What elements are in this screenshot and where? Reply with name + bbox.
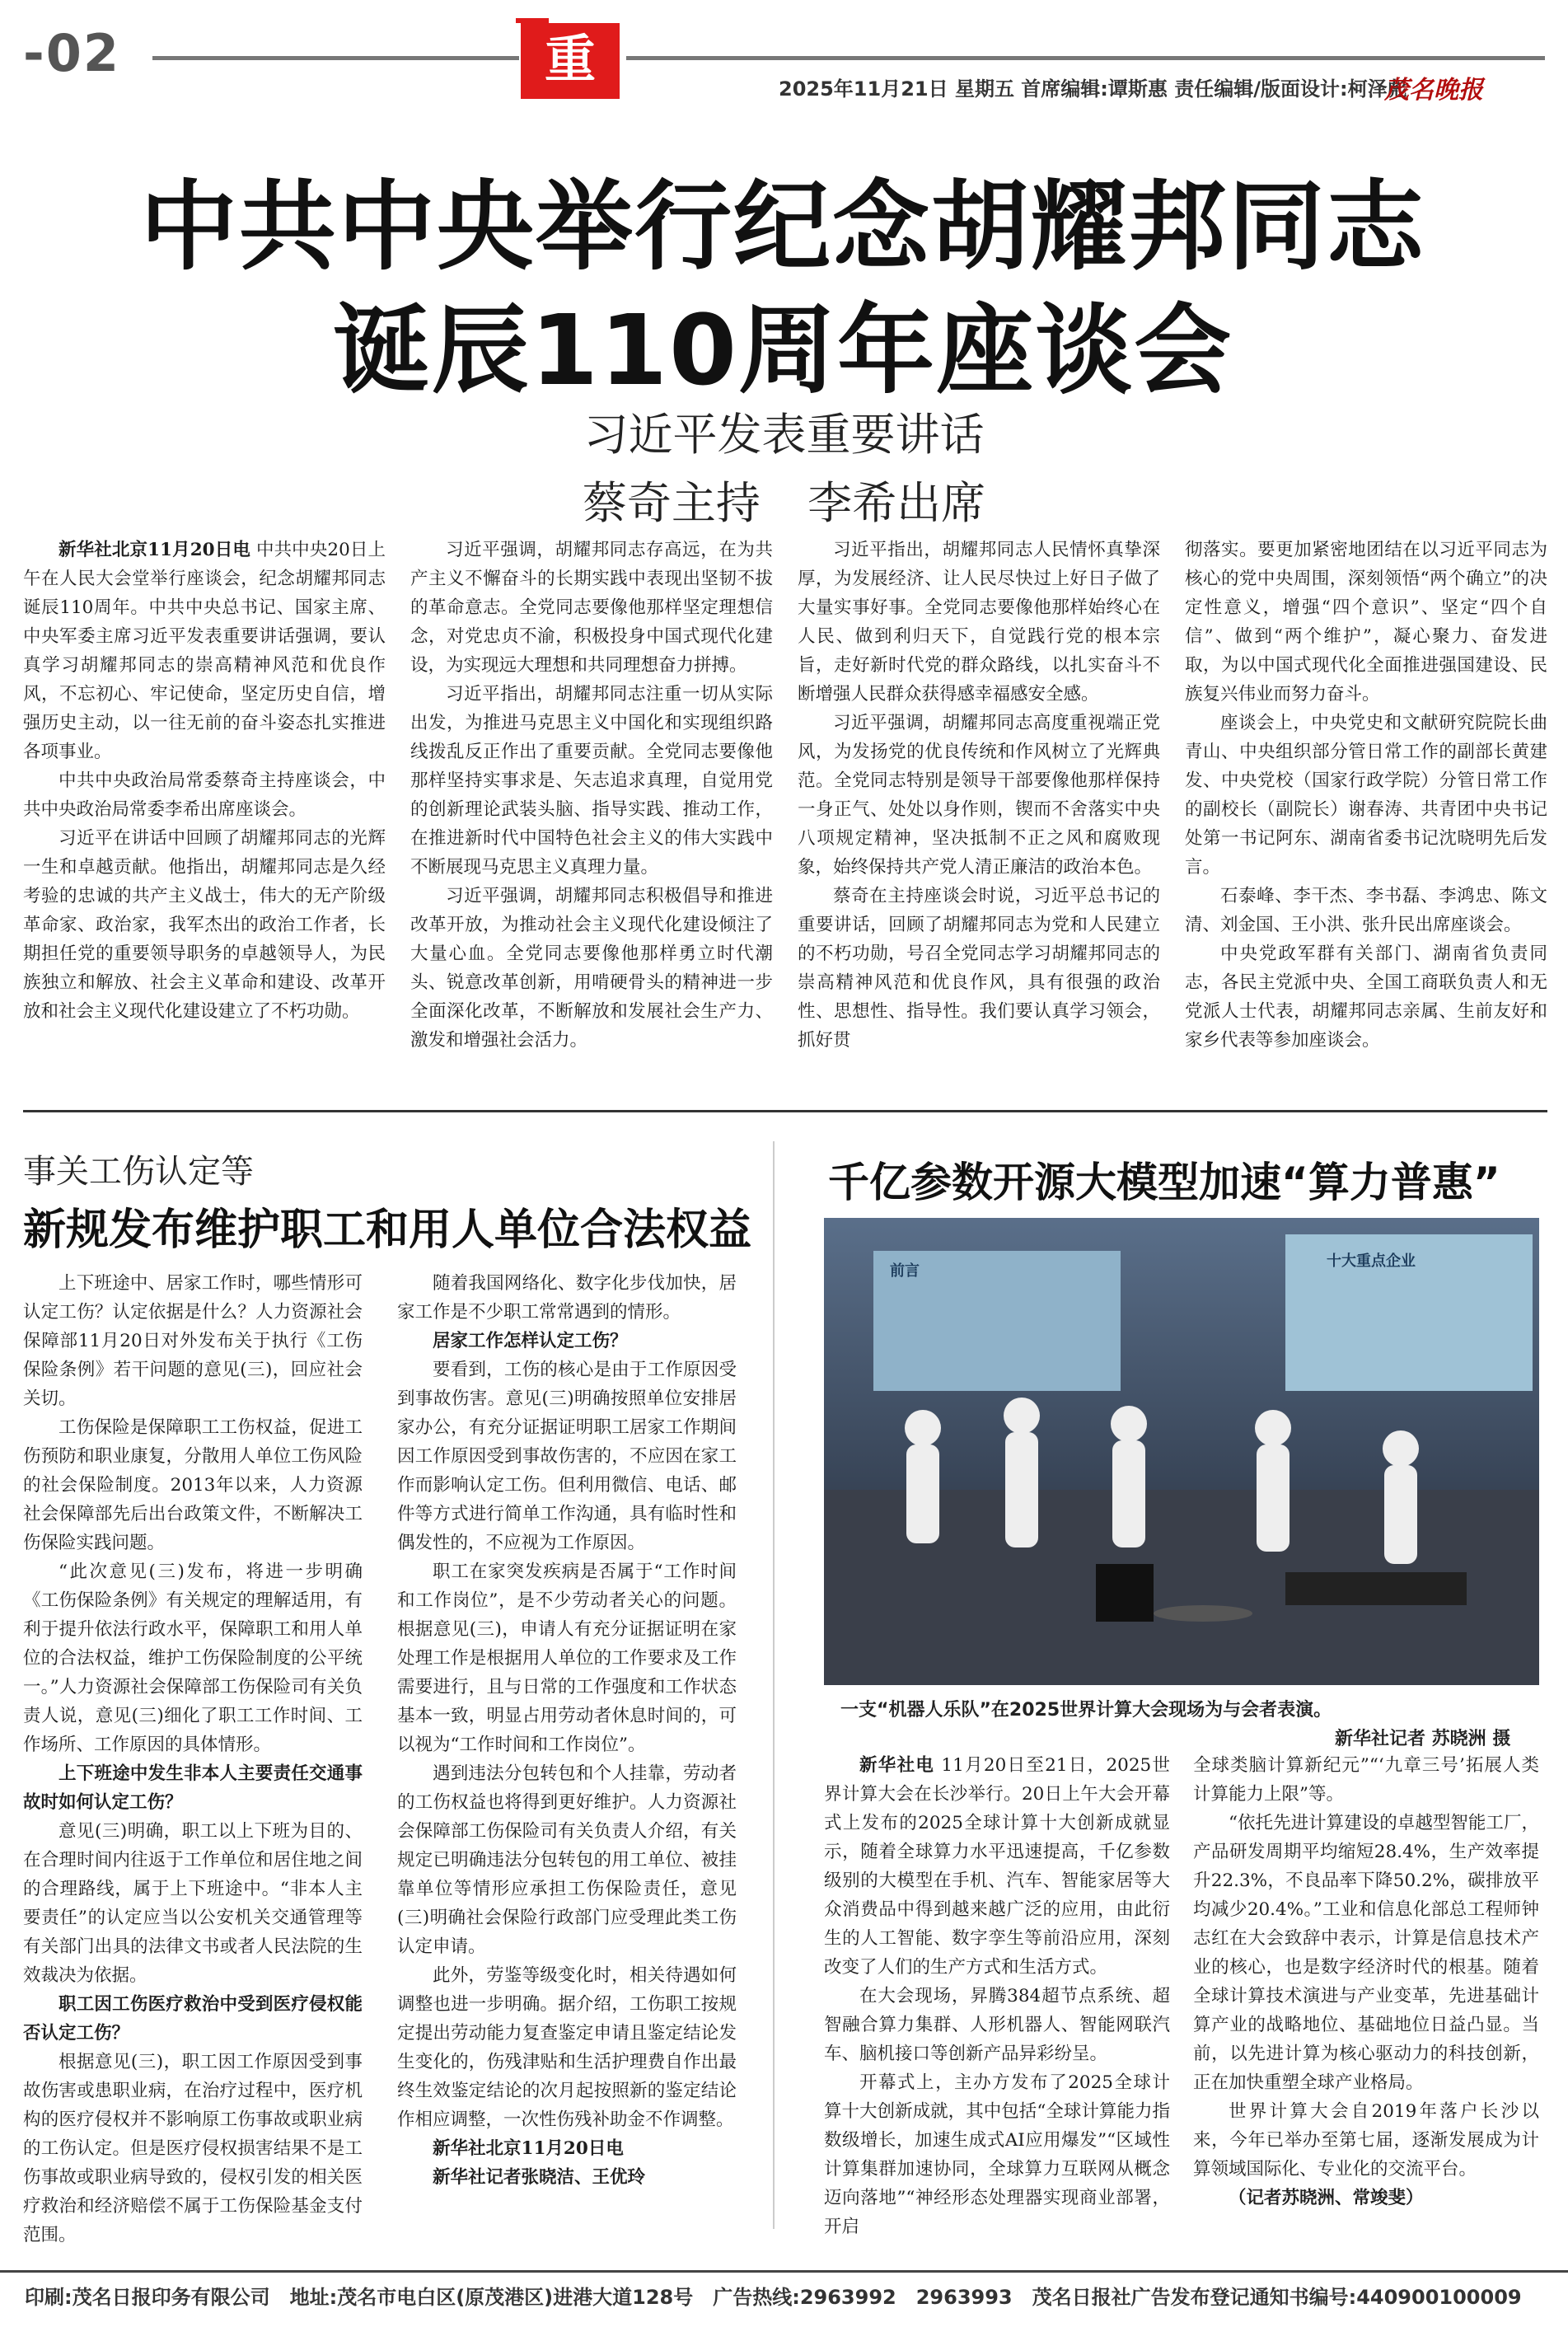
byline: （记者苏晓洲、常竣斐） <box>1229 2188 1424 2208</box>
paragraph <box>410 882 773 1055</box>
subheading: 居家工作怎样认定工伤？ <box>433 1331 628 1351</box>
story2-column <box>23 1269 363 2250</box>
paragraph <box>798 536 1160 709</box>
story3-headline: 千亿参数开源大模型加速“算力普惠” <box>828 1159 1500 1206</box>
lead-headline <box>49 165 1516 412</box>
paragraph-text: 11月20日至21日，2025世界计算大会在长沙举行。20日上午大会开幕式上发布的2025全球计算十大创新成就显示，随着全球算力水平迅速提高，千亿参数级别的大模型在手机、汽车、智能家居等大众消费品中得到越来越广泛的应用，由此衍生的人工智能、数字孪生等前沿应用，深刻改变了人们的生产方式和生活方式。 <box>824 1755 1170 1978</box>
photo-sign-right: 十大重点企业 <box>1327 1252 1416 1270</box>
story2-kicker: 事关工伤认定等 <box>23 1153 254 1191</box>
paragraph <box>1193 1751 1539 1809</box>
paragraph <box>1193 1809 1539 2097</box>
paragraph <box>1185 882 1547 939</box>
paragraph <box>23 536 386 766</box>
lead-headline-line2: 诞辰110周年座谈会 <box>332 293 1233 407</box>
lead-subtitle-2: 蔡奇主持 李希出席 <box>582 477 986 529</box>
paragraph <box>23 1817 363 1990</box>
byline: 新华社北京11月20日电 <box>433 2138 624 2159</box>
paragraph-text: 习近平在讲话中回顾了胡耀邦同志的光辉一生和卓越贡献。他指出，胡耀邦同志是久经考验的忠诚的共产主义战士，伟大的无产阶级革命家、政治家，我军杰出的政治工作者，长期担任党的重要领导职务的卓越领导人，为民族独立和解放、社会主义革命和建设、改革开放和社会主义现代化建设建立了不朽功勋。 <box>23 828 386 1022</box>
paragraph-text: 全球类脑计算新纪元”“‘九章三号’拓展人类计算能力上限”等。 <box>1193 1755 1539 1805</box>
paragraph-text: 意见(三)明确，职工以上下班为目的、在合理时间内往返于工作单位和居住地之间的合理路线，属于上下班途中。“非本人主要责任”的认定应当以公安机关交通管理等有关部门出具的法律文书或者人民法院的生效裁决为依据。 <box>23 1821 363 1986</box>
newspaper-logo: 茂名晚报 <box>1384 76 1483 105</box>
paragraph-text: 在大会现场，昇腾384超节点系统、超智融合算力集群、人形机器人、智能网联汽车、脑机接口等创新产品异彩纷呈。 <box>824 1986 1170 2064</box>
paragraph-text: 遇到违法分包转包和个人挂靠，劳动者的工伤权益也将得到更好维护。人力资源社会保障部工伤保险司有关负责人介绍，有关规定已明确违法分包转包的用工单位、被挂靠单位等情形应承担工伤保险责任，意见(三)明确社会保险行政部门应受理此类工伤认定申请。 <box>397 1763 737 1957</box>
paragraph <box>23 824 386 1026</box>
paragraph-text: 开幕式上，主办方发布了2025全球计算十大创新成就，其中包括“全球计算能力指数级增长，加速生成式AI应用爆发”“区域性计算集群加速协同，全球算力互联网从概念迈向落地”“神经形态处理器实现商业部署，开启 <box>824 2072 1170 2237</box>
paragraph-text: “依托先进计算建设的卓越型智能工厂，产品研发周期平均缩短28.4%，生产效率提升22.3%，不良品率下降50.2%，碳排放平均减少20.4%。”工业和信息化部总工程师钟志红在大会致辞中表示，计算是信息技术产业的核心，也是数字经济时代的根基。随着全球计算技术演进与产业变革，先进基础计算产业的战略地位、基础地位日益凸显。当前，以先进计算为核心驱动力的科技创新，正在加快重塑全球产业格局。 <box>1193 1813 1539 2093</box>
paragraph-text: 习近平指出，胡耀邦同志注重一切从实际出发，为推进马克思主义中国化和实现组织路线拨乱反正作出了重要贡献。全党同志要像他那样坚持实事求是、矢志追求真理，自觉用党的创新理论武装头脑、指导实践、推动工作，在推进新时代中国特色社会主义的伟大实践中不断展现马克思主义真理力量。 <box>410 684 773 878</box>
dateline: 新华社北京11月20日电 <box>59 540 250 560</box>
lead-headline-line1: 中共中央举行纪念胡耀邦同志 <box>139 170 1425 283</box>
paragraph <box>824 2068 1170 2241</box>
page-number: -02 <box>23 23 121 83</box>
photo-credit: 新华社记者 苏晓洲 摄 <box>1335 1729 1511 1749</box>
photo-illustration <box>824 1218 1539 1685</box>
story3-column <box>1193 1751 1539 2212</box>
paragraph <box>410 536 773 680</box>
footer-rule <box>0 2270 1568 2273</box>
story2-headline: 新规发布维护职工和用人单位合法权益 <box>23 1206 752 1255</box>
paragraph <box>23 1557 363 1759</box>
paragraph-text: 习近平强调，胡耀邦同志积极倡导和推进改革开放，为推动社会主义现代化建设倾注了大量心血。全党同志要像他那样勇立时代潮头、锐意改革创新，用啃硬骨头的精神进一步全面深化改革，不断解放和发展社会生产力、激发和增强社会活力。 <box>410 886 773 1051</box>
paragraph-text: 中央党政军群有关部门、湖南省负责同志，各民主党派中央、全国工商联负责人和无党派人士代表，胡耀邦同志亲属、生前友好和家乡代表等参加座谈会。 <box>1185 943 1547 1051</box>
paragraph <box>1185 939 1547 1055</box>
paragraph <box>397 1269 737 1327</box>
paragraph <box>397 1759 737 1961</box>
subheading: 职工因工伤医疗救治中受到医疗侵权能否认定工伤？ <box>23 1994 363 2044</box>
story3-column <box>824 1751 1170 2241</box>
paragraph <box>23 766 386 824</box>
paragraph <box>397 1355 737 1557</box>
paragraph-text: 习近平指出，胡耀邦同志人民情怀真挚深厚，为发展经济、让人民尽快过上好日子做了大量实事好事。全党同志要像他那样始终心在人民、做到利归天下，自觉践行党的根本宗旨，走好新时代党的群众路线，以扎实奋斗不断增强人民群众获得感幸福感安全感。 <box>798 540 1160 705</box>
paragraph <box>798 709 1160 882</box>
lead-story-column <box>410 536 773 1055</box>
paragraph-text: 根据意见(三)，职工因工作原因受到事故伤害或患职业病，在治疗过程中，医疗机构的医疗侵权并不影响原工伤事故或职业病的工伤认定。但是医疗侵权损害结果不是工伤事故或职业病导致的，侵权引发的相关医疗救治和经济赔偿不属于工伤保险基金支付范围。 <box>23 2052 363 2245</box>
lead-story-column <box>23 536 386 1026</box>
paragraph-text: 蔡奇在主持座谈会时说，习近平总书记的重要讲话，回顾了胡耀邦同志为党和人民建立的不朽功勋，号召全党同志学习胡耀邦同志的崇高精神风范和优良作风，具有很强的政治性、思想性、指导性。我们要认真学习领会，抓好贯 <box>798 886 1160 1051</box>
paragraph <box>23 1269 363 1413</box>
paragraph-text: “此次意见(三)发布，将进一步明确《工伤保险条例》有关规定的理解适用，有利于提升依法行政水平，保障职工和用人单位的合法权益，维护工伤保险制度的公平统一。”人力资源社会保障部工伤保险司有关负责人说，意见(三)细化了职工工作时间、工作场所、工作原因的具体情形。 <box>23 1561 363 1755</box>
section-badge <box>521 23 620 162</box>
photo-sign-left: 前言 <box>890 1262 920 1280</box>
paragraph-text: 习近平强调，胡耀邦同志存高远，在为共产主义不懈奋斗的长期实践中表现出坚韧不拔的革命意志。全党同志要像他那样坚定理想信念，对党忠贞不渝，积极投身中国式现代化建设，为实现远大理想和共同理想奋力拼搏。 <box>410 540 773 676</box>
header-rule-left <box>152 56 519 60</box>
paragraph <box>23 1413 363 1557</box>
paragraph-text: 彻落实。要更加紧密地团结在以习近平同志为核心的党中央周围，深刻领悟“两个确立”的决定性意义，增强“四个意识”、坚定“四个自信”、做到“两个维护”，凝心聚力、奋发进取，为以中国式现代化全面推进强国建设、民族复兴伟业而努力奋斗。 <box>1185 540 1547 705</box>
dateline: 新华社电 <box>859 1755 935 1776</box>
paragraph-text: 世界计算大会自2019年落户长沙以来，今年已举办至第七届，逐渐发展成为计算领域国际化、专业化的交流平台。 <box>1193 2101 1539 2180</box>
paragraph-text: 职工在家突发疾病是否属于“工作时间和工作岗位”，是不少劳动者关心的问题。根据意见(三)，申请人有充分证据证明在家处理工作是根据用人单位的工作要求及工作需要进行，且与日常的工作强度和工作状态基本一致，明显占用劳动者休息时间的，可以视为“工作时间和工作岗位”。 <box>397 1561 737 1755</box>
paragraph-text: 上下班途中、居家工作时，哪些情形可认定工伤？认定依据是什么？人力资源社会保障部11月20日对外发布关于执行《工伤保险条例》若干问题的意见(三)，回应社会关切。 <box>23 1273 363 1409</box>
subheading: 上下班途中发生非本人主要责任交通事故时如何认定工伤？ <box>23 1763 363 1813</box>
paragraph <box>1193 2097 1539 2184</box>
header-rule-right <box>626 56 1545 60</box>
story2-column <box>397 1269 737 2192</box>
paragraph <box>1185 709 1547 882</box>
paragraph-text: 此外，劳鉴等级变化时，相关待遇如何调整也进一步明确。据介绍，工伤职工按规定提出劳动能力复查鉴定申请且鉴定结论发生变化的，伤残津贴和生活护理费自作出最终生效鉴定结论的次月起按照新的鉴定结论作相应调整，一次性伤残补助金不作调整。 <box>397 1965 737 2130</box>
lead-story-column <box>1185 536 1547 1055</box>
section-divider <box>23 1110 1547 1112</box>
paragraph-text: 中共中央政治局常委蔡奇主持座谈会，中共中央政治局常委李希出席座谈会。 <box>23 770 386 820</box>
paragraph-text: 中共中央20日上午在人民大会堂举行座谈会，纪念胡耀邦同志诞辰110周年。中共中央总书记、国家主席、中央军委主席习近平发表重要讲话强调，要认真学习胡耀邦同志的崇高精神风范和优良作风，不忘初心、牢记使命，坚定历史自信，增强历史主动，以一往无前的奋斗姿态扎实推进各项事业。 <box>23 540 386 762</box>
paragraph-text: 随着我国网络化、数字化步伐加快，居家工作是不少职工常常遇到的情形。 <box>397 1273 737 1323</box>
paragraph <box>798 882 1160 1055</box>
section-label: 重点 <box>544 29 596 162</box>
paragraph-text: 石泰峰、李干杰、李书磊、李鸿忠、陈文清、刘金国、王小洪、张升民出席座谈会。 <box>1185 886 1547 935</box>
byline: 新华社记者张晓洁、王优玲 <box>433 2167 646 2188</box>
robot-band-photo <box>824 1218 1539 1685</box>
paragraph-text: 工伤保险是保障职工工伤权益，促进工伤预防和职业康复，分散用人单位工伤风险的社会保险制度。2013年以来，人力资源社会保障部先后出台政策文件，不断解决工伤保险实践问题。 <box>23 1417 363 1553</box>
column-divider <box>773 1141 775 2229</box>
footer-imprint: 印刷:茂名日报印务有限公司 地址:茂名市电白区(原茂港区)进港大道128号 广告热线:2963992 2963993 茂名日报社广告发布登记通知书编号:440900100009 <box>25 2286 1522 2309</box>
paragraph <box>824 1982 1170 2068</box>
header-info: 2025年11月21日 星期五 首席编辑:谭斯惠 责任编辑/版面设计:柯泽彪 <box>779 77 1407 101</box>
paragraph-text: 要看到，工伤的核心是由于工作原因受到事故伤害。意见(三)明确按照单位安排居家办公，有充分证据证明职工居家工作期间因工作原因受到事故伤害的，不应因在家工作而影响认定工伤。但利用微信、电话、邮件等方式进行简单工作沟通，具有临时性和偶发性的，不应视为工作原因。 <box>397 1360 737 1553</box>
photo-caption: 一支“机器人乐队”在2025世界计算大会现场为与会者表演。 <box>840 1700 1332 1721</box>
paragraph <box>410 680 773 882</box>
lead-subtitle-1: 习近平发表重要讲话 <box>583 409 985 461</box>
paragraph-text: 座谈会上，中央党史和文献研究院院长曲青山、中央组织部分管日常工作的副部长黄建发、中央党校（国家行政学院）分管日常工作的副校长（副院长）谢春涛、共青团中央书记处第一书记阿东、湖南省委书记沈晓明先后发言。 <box>1185 713 1547 878</box>
paragraph <box>397 1557 737 1759</box>
lead-story-column <box>798 536 1160 1055</box>
paragraph <box>824 1751 1170 1982</box>
paragraph <box>23 2048 363 2250</box>
paragraph <box>1185 536 1547 709</box>
paragraph <box>397 1961 737 2134</box>
paragraph-text: 习近平强调，胡耀邦同志高度重视端正党风，为发扬党的优良传统和作风树立了光辉典范。全党同志特别是领导干部要像他那样保持一身正气、处处以身作则，锲而不舍落实中央八项规定精神，坚决抵制不正之风和腐败现象，始终保持共产党人清正廉洁的政治本色。 <box>798 713 1160 878</box>
